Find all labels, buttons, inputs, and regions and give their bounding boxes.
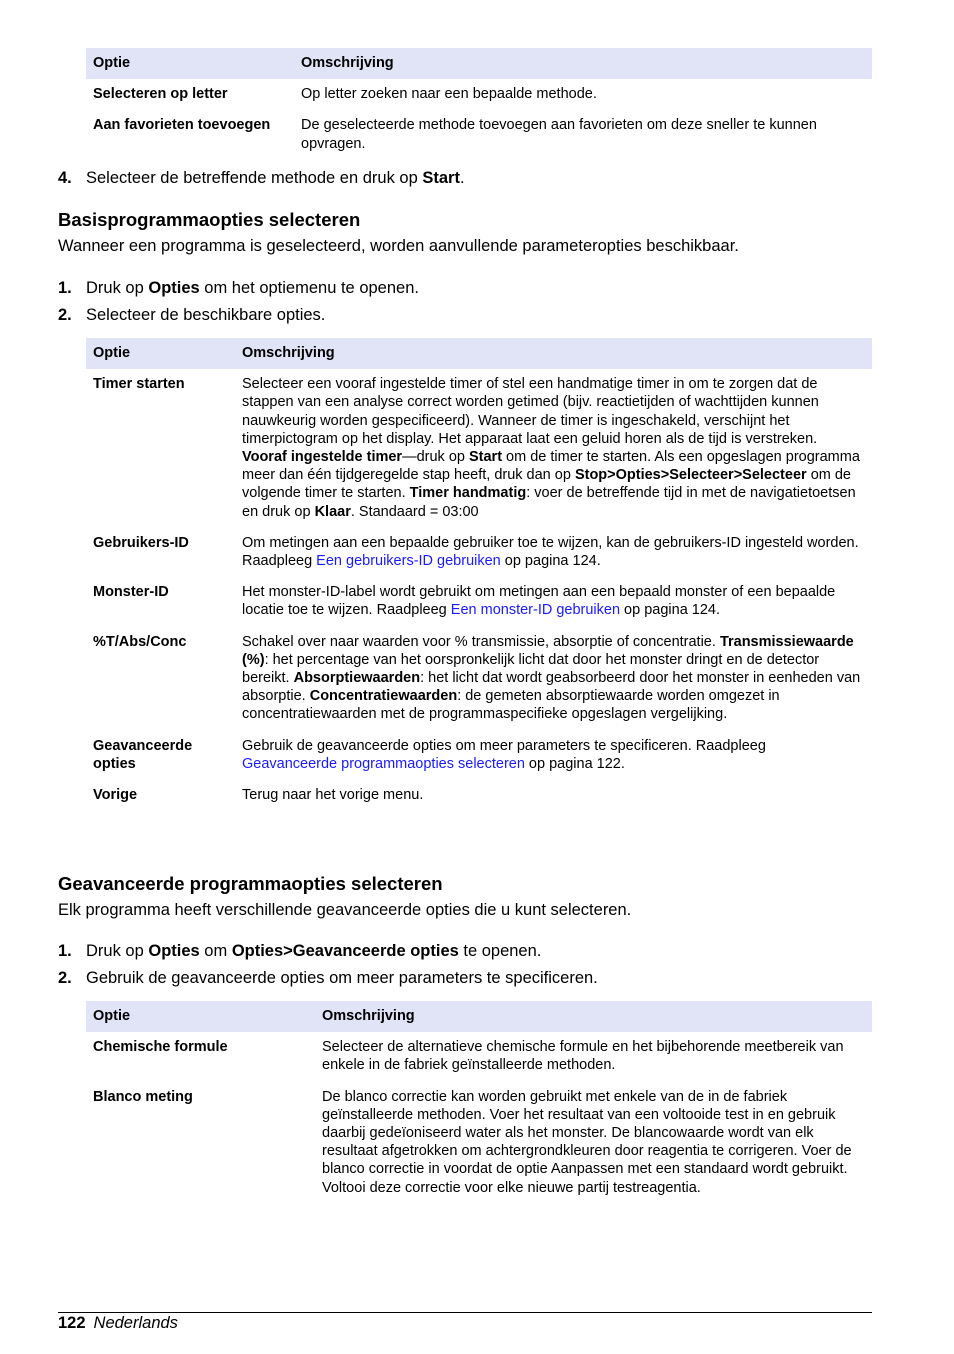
column-header-option: Optie xyxy=(86,338,235,369)
section-heading-basic-options: Basisprogrammaopties selecteren xyxy=(58,209,361,230)
step-number: 1. xyxy=(58,279,72,297)
step-text: Druk op xyxy=(86,279,149,297)
table-row xyxy=(86,1032,872,1081)
section-heading-advanced-options: Geavanceerde programmaopties selecteren xyxy=(58,873,443,894)
footer-language: Nederlands xyxy=(93,1314,178,1332)
option-description: Selecteer een vooraf ingestelde timer of stel een handmatige timer in om te zorgen dat de stappen van een analyse correct worden getimed (bijv. reactietijden of wachttijden kunnen nauwkeurig worden gespecificeerd). Wanneer de timer is ingeschakeld, verschijnt het timerpictogram op het display. Het apparaat laat een geluid horen als de tijd is verstreken. Vooraf ingestelde timer—druk op Start om de timer te starten. Als een opgeslagen programma meer dan één tijdgeregelde stap heeft, druk dan op Stop>Opties>Selecteer>Selecteer om de volgende timer te starten. Timer handmatig: voer de betreffende tijd in met de navigatietoetsen en druk op Klaar. Standaard = 03:00 xyxy=(242,376,860,520)
options-table-search xyxy=(86,48,872,160)
step-text: om het optiemenu te openen. xyxy=(199,279,419,297)
step-text: Selecteer de betreffende methode en druk op xyxy=(86,169,423,187)
option-name: Blanco meting xyxy=(93,1088,193,1105)
column-header-option: Optie xyxy=(86,1001,315,1032)
footer-divider xyxy=(58,1312,872,1313)
option-name: Chemische formule xyxy=(93,1039,228,1056)
table-header-row xyxy=(86,338,872,369)
table-row xyxy=(86,627,872,731)
option-name: Monster-ID xyxy=(93,584,169,601)
option-description: De blanco correctie kan worden gebruikt met enkele van de in de fabriek geïnstalleerde methoden. Voer het resultaat van een voltooide test in en gebruik daarbij gedeïoniseerd water als het monster. De blancowaarde wordt van elk resultaat afgetrokken om achtergrondkleuren door reagentia te corrigeren. Voer de blanco correctie in voordat de optie Aanpassen met een standaard wordt gebruikt. Voltooi deze correctie voor elke nieuwe partij testreagentia. xyxy=(322,1088,852,1196)
link-advanced-options[interactable]: Geavanceerde programmaopties selecteren xyxy=(242,755,525,772)
step-number: 2. xyxy=(58,969,72,987)
options-table-advanced xyxy=(86,1001,872,1204)
table-row xyxy=(86,79,872,110)
options-table-basic xyxy=(86,338,872,811)
link-user-id[interactable]: Een gebruikers-ID gebruiken xyxy=(316,553,501,570)
table-row xyxy=(86,528,872,577)
section-intro: Elk programma heeft verschillende geavanceerde opties die u kunt selecteren. xyxy=(58,901,632,919)
option-name: Gebruikers-ID xyxy=(93,534,189,551)
link-sample-id[interactable]: Een monster-ID gebruiken xyxy=(450,602,621,619)
table-row xyxy=(86,1082,872,1204)
step-text: Druk op xyxy=(86,942,149,960)
step-number: 4. xyxy=(58,169,72,187)
step-keyword: Opties xyxy=(148,942,200,960)
table-row xyxy=(86,731,872,780)
option-description: Schakel over naar waarden voor % transmissie, absorptie of concentratie. Transmissiewaarde (%): het percentage van het oorspronkelijk licht dat door het monster dringt en de detector bereikt. Absorptiewaarden: het licht dat wordt geabsorbeerd door het monster in eenheden van absorptie. Concentratiewaarden: de gemeten absorptiewaarde worden omgezet in concentratiewaarden met de programmaspecifieke opgeslagen vergelijking. xyxy=(242,633,861,723)
option-name: Aan favorieten toevoegen xyxy=(93,117,271,134)
step-text: Gebruik de geavanceerde opties om meer parameters te specificeren. xyxy=(86,969,598,987)
column-header-description: Omschrijving xyxy=(235,338,872,369)
option-name: Timer starten xyxy=(93,376,185,393)
step-text: . xyxy=(459,169,465,187)
option-description: Om metingen aan een bepaalde gebruiker toe te wijzen, kan de gebruikers-ID ingesteld worden. Raadpleeg Een gebruikers-ID gebruiken op pagina 124. xyxy=(242,534,859,570)
page-footer xyxy=(58,1313,178,1333)
table-row xyxy=(86,110,872,159)
table-row xyxy=(86,780,872,811)
option-description: Op letter zoeken naar een bepaalde methode. xyxy=(301,86,597,103)
step-text: Selecteer de beschikbare opties. xyxy=(86,306,326,324)
step-keyword: Opties>Geavanceerde opties xyxy=(231,942,459,960)
option-description: Het monster-ID-label wordt gebruikt om metingen aan een bepaald monster of een bepaalde locatie toe te wijzen. Raadpleeg Een monster-ID gebruiken op pagina 124. xyxy=(242,584,836,619)
column-header-option: Optie xyxy=(86,48,294,79)
column-header-description: Omschrijving xyxy=(315,1001,872,1032)
step-keyword: Opties xyxy=(148,279,200,297)
option-description: Gebruik de geavanceerde opties om meer parameters te specificeren. Raadpleeg Geavanceerde programmaopties selecteren op pagina 122. xyxy=(242,737,766,772)
step-keyword: Start xyxy=(422,169,460,187)
option-name: %T/Abs/Conc xyxy=(93,633,187,650)
step-number: 2. xyxy=(58,306,72,324)
option-description: Terug naar het vorige menu. xyxy=(242,787,424,804)
step-text: om xyxy=(199,942,232,960)
page-number: 122 xyxy=(58,1314,86,1332)
option-name: Geavanceerde opties xyxy=(93,737,193,772)
table-row xyxy=(86,577,872,626)
section-intro: Wanneer een programma is geselecteerd, worden aanvullende parameteropties beschikbaar. xyxy=(58,237,739,255)
step-1 xyxy=(58,941,541,961)
step-4 xyxy=(58,168,465,188)
table-header-row xyxy=(86,48,872,79)
option-description: De geselecteerde methode toevoegen aan favorieten om deze sneller te kunnen opvragen. xyxy=(301,117,817,152)
option-description: Selecteer de alternatieve chemische formule en het bijbehorende meetbereik van enkele in de fabriek geïnstalleerde methoden. xyxy=(322,1039,844,1074)
table-row xyxy=(86,369,872,528)
step-text: te openen. xyxy=(458,942,542,960)
step-1 xyxy=(58,278,419,298)
option-name: Vorige xyxy=(93,787,138,804)
step-2 xyxy=(58,968,598,988)
step-2 xyxy=(58,305,325,325)
table-header-row xyxy=(86,1001,872,1032)
option-name: Selecteren op letter xyxy=(93,86,228,103)
column-header-description: Omschrijving xyxy=(294,48,872,79)
step-number: 1. xyxy=(58,942,72,960)
